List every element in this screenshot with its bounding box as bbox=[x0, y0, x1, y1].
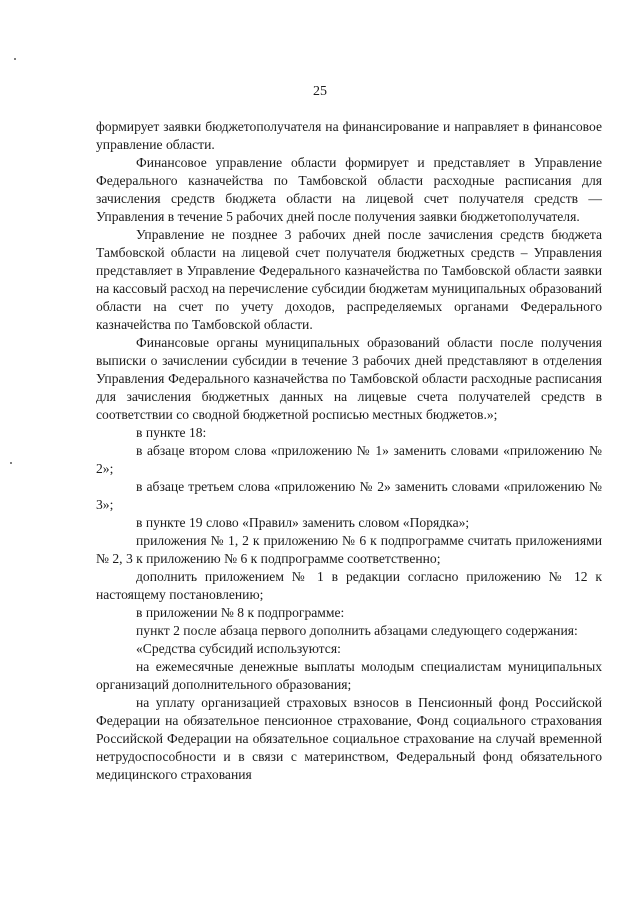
paragraph: на уплату организацией страховых взносов в Пенсионный фонд Российской Федерации на обязательное пенсионное страхование, Фонд социального страхования Российской Федерации на обязательное социальное страхование на случай временной нетрудоспособности и в связи с материнством, Федеральный фонд обязательного медицинского страхования bbox=[96, 695, 602, 782]
paragraph: пункт 2 после абзаца первого дополнить абзацами следующего содержания: bbox=[136, 623, 578, 638]
paragraph: формирует заявки бюджетополучателя на финансирование и направляет в финансовое управление области. bbox=[96, 119, 602, 152]
paragraph: дополнить приложением № 1 в редакции согласно приложению № 12 к настоящему постановлению; bbox=[96, 569, 602, 602]
paragraph: на ежемесячные денежные выплаты молодым специалистам муниципальных организаций дополнительного образования; bbox=[96, 659, 602, 692]
paragraph: Финансовое управление области формирует и представляет в Управление Федерального казначейства по Тамбовской области расходные расписания для зачисления средств бюджета области на лицевой счет получателя средств — Управления в течение 5 рабочих дней после получения заявки бюджетополучателя. bbox=[96, 155, 602, 224]
paragraph: в пункте 18: bbox=[136, 425, 207, 440]
paragraph: «Средства субсидий используются: bbox=[136, 641, 341, 656]
scan-speck bbox=[14, 58, 16, 60]
scan-speck bbox=[10, 462, 12, 464]
paragraph: приложения № 1, 2 к приложению № 6 к подпрограмме считать приложениями № 2, 3 к приложению № 6 к подпрограмме соответственно; bbox=[96, 533, 602, 566]
page-number: 25 bbox=[313, 84, 327, 99]
paragraph: в абзаце третьем слова «приложению № 2» заменить словами «приложению № 3»; bbox=[96, 479, 602, 512]
paragraph: в пункте 19 слово «Правил» заменить словом «Порядка»; bbox=[136, 515, 470, 530]
paragraph: в приложении № 8 к подпрограмме: bbox=[136, 605, 345, 620]
paragraph: в абзаце втором слова «приложению № 1» заменить словами «приложению № 2»; bbox=[96, 443, 602, 476]
paragraph: Управление не позднее 3 рабочих дней после зачисления средств бюджета Тамбовской области на лицевой счет получателя бюджетных средств – Управления представляет в Управление Федерального казначейства по Тамбовской области заявки на кассовый расход на перечисление субсидии бюджетам муниципальных образований области на счет по учету доходов, распределяемых органами Федерального казначейства по Тамбовской области. bbox=[96, 227, 602, 332]
paragraph: Финансовые органы муниципальных образований области после получения выписки о зачислении субсидии в течение 3 рабочих дней представляют в отделения Управления Федерального казначейства по Тамбовской области расходные расписания для зачисления бюджетных данных на лицевые счета получателей средств в соответствии со сводной бюджетной росписью местных бюджетов.»; bbox=[96, 335, 602, 422]
document-body bbox=[96, 118, 602, 784]
